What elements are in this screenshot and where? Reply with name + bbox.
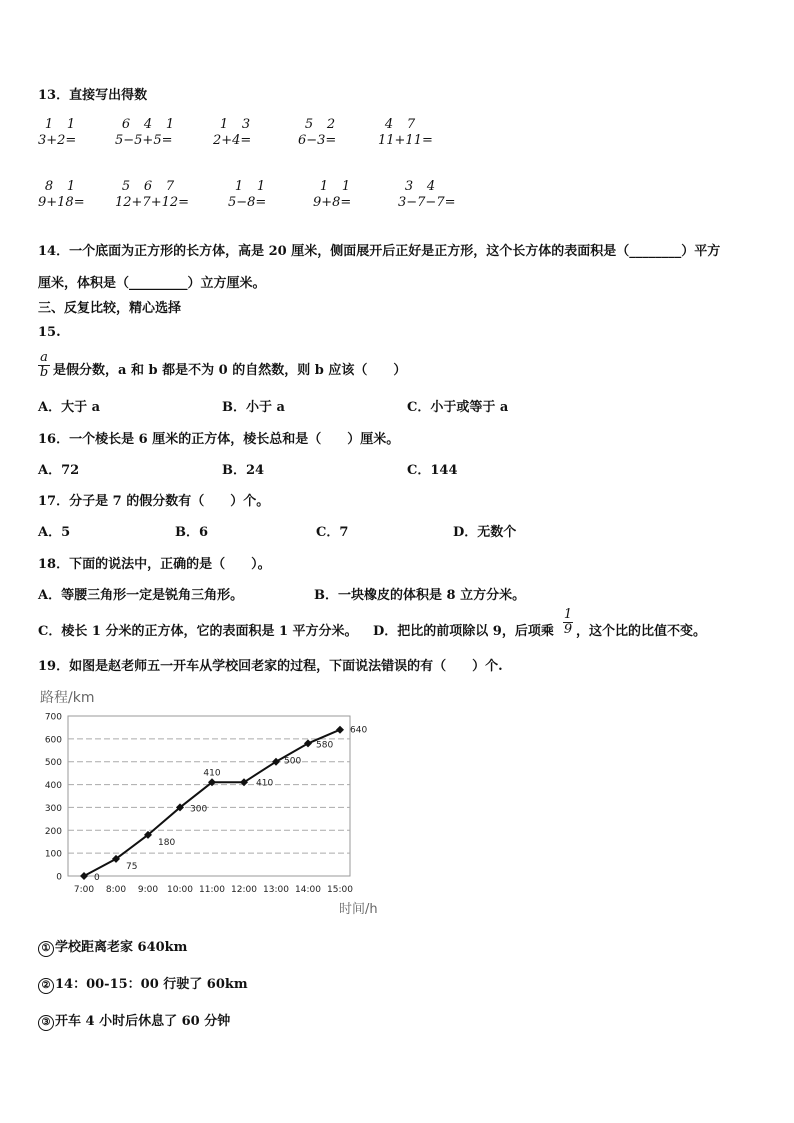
y-tick-label: 0 — [56, 872, 62, 883]
y-tick-label: 500 — [44, 758, 62, 769]
chart-ylabel: 路程/km — [40, 690, 95, 706]
x-tick-label: 15:00 — [327, 885, 353, 895]
statement-1-marker: ① — [38, 941, 54, 957]
y-tick-label: 200 — [44, 826, 62, 837]
data-label: 640 — [350, 725, 368, 736]
statement-3-text: 开车 4 小时后休息了 60 分钟 — [55, 1014, 231, 1029]
expression-denominators: 6−3= — [298, 133, 337, 148]
q18-option-b[interactable]: B．一块橡皮的体积是 8 立方分米。 — [314, 588, 526, 603]
q19-statement-3[interactable] — [38, 1010, 230, 1031]
q13-title: 13．直接写出得数 — [38, 88, 148, 103]
q15-number: 15. — [38, 325, 61, 340]
q19-text: 19．如图是赵老师五一开车从学校回老家的过程，下面说法错误的有（ ）个. — [38, 659, 503, 674]
statement-2-text: 14：00-15：00 行驶了 60km — [55, 977, 248, 992]
y-tick-label: 100 — [44, 849, 62, 860]
y-tick-label: 400 — [44, 781, 62, 792]
expression-numerators: 1 1 — [319, 179, 351, 194]
expression-numerators: 1 3 — [219, 117, 251, 132]
q14-text-line1: 14．一个底面为正方形的长方体，高是 20 厘米，侧面展开后正好是正方形，这个长方体的表面积是（________）平方 — [38, 244, 721, 259]
expression-denominators: 12+7+12= — [115, 195, 190, 210]
q13-expression — [115, 118, 181, 148]
expression-numerators: 8 1 — [44, 179, 76, 194]
expression-denominators: 5−8= — [228, 195, 267, 210]
x-tick-label: 13:00 — [263, 885, 289, 895]
q18-text: 18．下面的说法中，正确的是（ ）。 — [38, 557, 271, 572]
x-tick-label: 9:00 — [137, 885, 159, 895]
q16-option-a[interactable]: A．72 — [38, 463, 80, 478]
expression-numerators: 5 2 — [304, 117, 336, 132]
q19-statement-2[interactable] — [38, 973, 248, 994]
chart-xlabel: 时间/h — [339, 902, 378, 917]
q15-option-c[interactable]: C．小于或等于 a — [407, 400, 509, 415]
data-label: 0 — [94, 873, 100, 883]
q18-option-d[interactable] — [373, 620, 554, 639]
q16-option-b[interactable]: B．24 — [222, 463, 265, 478]
q18-option-d-prefix: D．把比的前项除以 9，后项乘 — [373, 624, 554, 639]
q17-option-b[interactable]: B．6 — [175, 525, 209, 540]
q16-option-c[interactable]: C．144 — [407, 463, 458, 478]
q15-option-b[interactable]: B．小于 a — [222, 400, 285, 415]
series-line — [84, 730, 340, 876]
expression-numerators: 5 6 7 — [121, 179, 175, 194]
y-tick-label: 700 — [44, 712, 62, 723]
x-tick-label: 10:00 — [167, 885, 193, 895]
expression-denominators: 2+4= — [213, 133, 252, 148]
data-point-marker — [336, 726, 344, 734]
data-label: 75 — [126, 861, 138, 872]
q17-option-d[interactable]: D．无数个 — [453, 525, 517, 540]
q13-expression — [298, 118, 342, 148]
data-label: 580 — [316, 740, 334, 751]
expression-numerators: 1 1 — [234, 179, 266, 194]
data-label: 500 — [284, 756, 302, 767]
q13-expression — [38, 180, 85, 210]
q17-text: 17．分子是 7 的假分数有（ ）个。 — [38, 494, 270, 509]
x-tick-label: 7:00 — [73, 885, 95, 895]
expression-numerators: 3 4 — [404, 179, 436, 194]
expression-denominators: 3+2= — [38, 133, 77, 148]
x-tick-label: 11:00 — [199, 885, 225, 895]
x-tick-label: 14:00 — [295, 885, 321, 895]
q13-expression — [213, 118, 257, 148]
expression-denominators: 3−7−7= — [398, 195, 456, 210]
expression-denominators: 5−5+5= — [115, 133, 173, 148]
data-label: 410 — [203, 768, 221, 779]
data-label: 180 — [158, 837, 176, 848]
expression-numerators: 1 1 — [44, 117, 76, 132]
q13-expression — [115, 180, 189, 210]
expression-denominators: 9+18= — [38, 195, 85, 210]
q13-expression — [378, 118, 433, 148]
x-tick-label: 12:00 — [231, 885, 257, 895]
distance-time-chart — [30, 683, 378, 918]
expression-denominators: 9+8= — [313, 195, 352, 210]
q13-expression — [38, 118, 82, 148]
y-tick-label: 300 — [44, 803, 62, 814]
q18-option-a[interactable]: A．等腰三角形一定是锐角三角形。 — [38, 588, 244, 603]
statement-2-marker: ② — [38, 978, 54, 994]
data-label: 410 — [256, 778, 274, 789]
q15-fraction: a b — [39, 350, 49, 380]
expression-numerators: 6 4 1 — [121, 117, 175, 132]
q15-text: 是假分数，a 和 b 都是不为 0 的自然数，则 b 应该（ ） — [53, 363, 407, 378]
q13-expression — [398, 180, 456, 210]
expression-numerators: 4 7 — [384, 117, 416, 132]
q13-expression — [313, 180, 357, 210]
x-tick-label: 8:00 — [105, 885, 127, 895]
q16-text: 16．一个棱长是 6 厘米的正方体，棱长总和是（ ）厘米。 — [38, 432, 400, 447]
expression-denominators: 11+11= — [378, 133, 433, 148]
q18-option-c[interactable]: C．棱长 1 分米的正方体，它的表面积是 1 平方分米。 — [38, 624, 358, 639]
q18-option-d-fraction: 1 9 — [563, 607, 573, 637]
q17-option-c[interactable]: C．7 — [316, 525, 349, 540]
q19-statement-1[interactable] — [38, 936, 187, 957]
statement-3-marker: ③ — [38, 1015, 54, 1031]
y-tick-label: 600 — [44, 735, 62, 746]
statement-1-text: 学校距离老家 640km — [55, 940, 188, 955]
data-label: 300 — [190, 804, 208, 815]
section-heading: 三、反复比较，精心选择 — [38, 301, 182, 316]
q17-option-a[interactable]: A．5 — [38, 525, 71, 540]
q18-option-d-suffix: ，这个比的比值不变。 — [576, 624, 707, 639]
data-point-marker — [80, 872, 88, 880]
data-point-marker — [304, 739, 312, 747]
q15-option-a[interactable]: A．大于 a — [38, 400, 101, 415]
q14-text-line2: 厘米，体积是（_________）立方厘米。 — [38, 276, 266, 291]
q13-expression — [228, 180, 272, 210]
